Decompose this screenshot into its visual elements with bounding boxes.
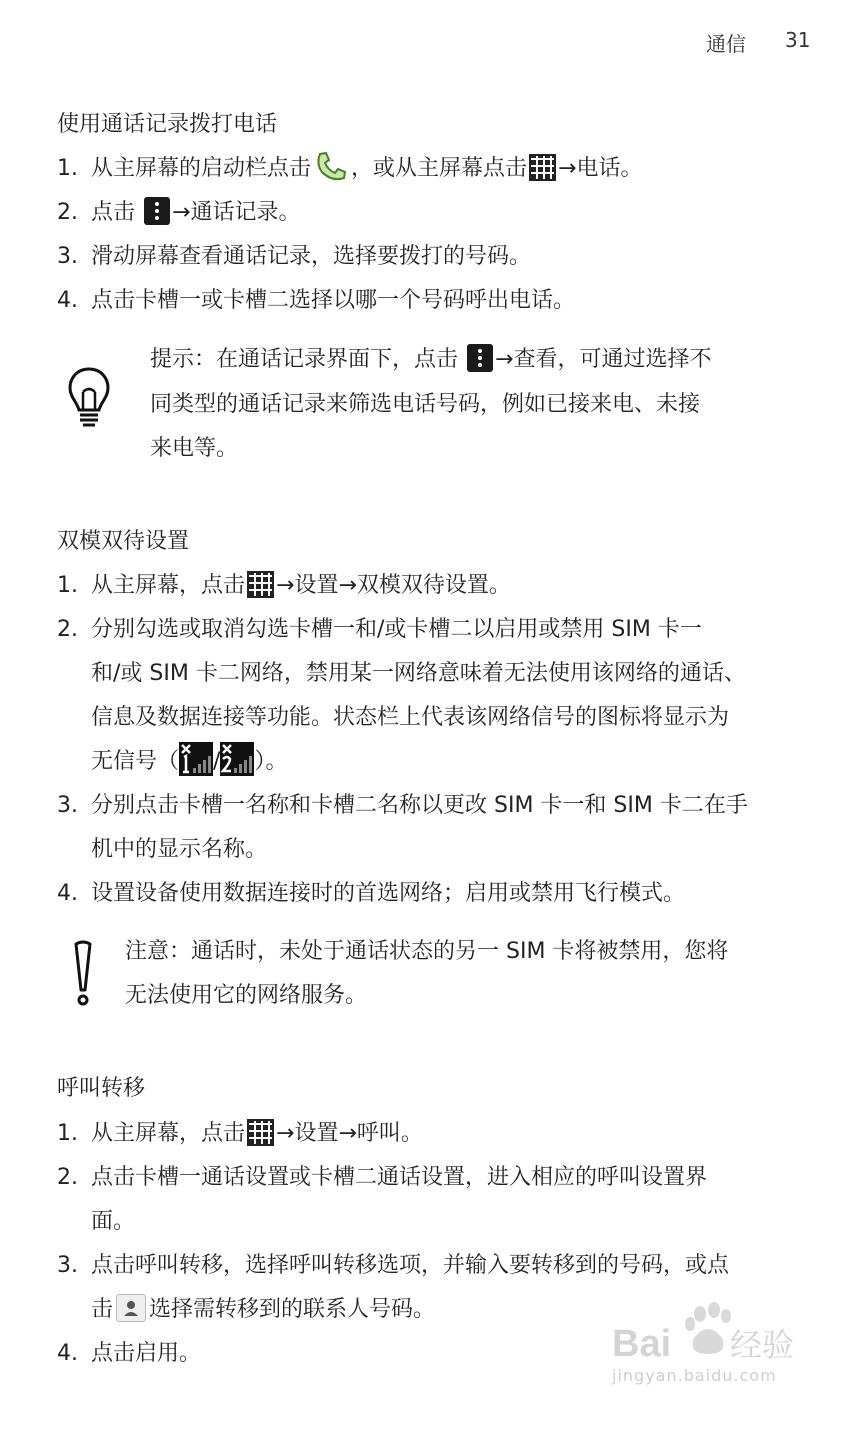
section-title-call-log: 使用通话记录拨打电话 xyxy=(57,112,278,137)
watermark-url: jingyan.baidu.com xyxy=(612,1366,777,1385)
list-text: →通话记录。 xyxy=(172,200,301,225)
list-text: →设置→双模双待设置。 xyxy=(276,573,511,598)
list-text: →设置→呼叫。 xyxy=(276,1121,423,1146)
list-text: 机中的显示名称。 xyxy=(91,837,268,862)
list-number: 4. xyxy=(57,881,78,906)
list-text: 分别点击卡槽一名称和卡槽二名称以更改 SIM 卡一和 SIM 卡二在手 xyxy=(91,793,748,818)
list-text: 和/或 SIM 卡二网络，禁用某一网络意味着无法使用该网络的通话、 xyxy=(91,661,746,686)
menu-icon xyxy=(467,344,493,372)
list-number: 1. xyxy=(57,1121,78,1146)
list-number: 2. xyxy=(57,617,78,642)
list-number: 1. xyxy=(57,573,78,598)
list-text: 面。 xyxy=(91,1209,136,1234)
list-number: 3. xyxy=(57,244,78,269)
svg-text:经验: 经验 xyxy=(730,1326,795,1364)
list-text: 滑动屏幕查看通话记录，选择要拨打的号码。 xyxy=(91,244,532,269)
section-title-dual-mode: 双模双待设置 xyxy=(57,529,190,554)
list-text: 无信号（ xyxy=(91,749,180,774)
list-number: 4. xyxy=(57,1341,78,1366)
tip-text: 提示：在通话记录界面下，点击 xyxy=(150,347,459,372)
list-text: 点击 xyxy=(91,200,136,225)
menu-icon xyxy=(144,197,170,225)
list-number: 2. xyxy=(57,1165,78,1190)
exclamation-icon xyxy=(70,940,96,1010)
list-text: 点击呼叫转移，选择呼叫转移选项，并输入要转移到的号码，或点 xyxy=(91,1253,730,1278)
tip-text: →查看，可通过选择不 xyxy=(495,347,712,372)
list-number: 2. xyxy=(57,200,78,225)
list-number: 4. xyxy=(57,288,78,313)
all-apps-grid-icon xyxy=(529,154,556,181)
all-apps-grid-icon xyxy=(247,1119,274,1146)
list-text: 击 xyxy=(91,1297,114,1322)
phone-icon xyxy=(314,150,348,184)
list-text: 点击卡槽一或卡槽二选择以哪一个号码呼出电话。 xyxy=(91,288,576,313)
all-apps-grid-icon xyxy=(247,571,274,598)
note-line-2: 无法使用它的网络服务。 xyxy=(125,983,368,1008)
list-text: 设置设备使用数据连接时的首选网络；启用或禁用飞行模式。 xyxy=(91,881,686,906)
tip-line-1 xyxy=(150,338,711,382)
list-text: →电话。 xyxy=(558,156,643,181)
list-text: 从主屏幕，点击 xyxy=(91,1121,246,1146)
list-text: ，或从主屏幕点击 xyxy=(351,156,528,181)
sim1-no-signal-icon xyxy=(179,742,213,776)
list-number: 3. xyxy=(57,793,78,818)
list-text: 点击启用。 xyxy=(91,1341,202,1366)
svg-text:Bai: Bai xyxy=(612,1323,672,1365)
list-number: 1. xyxy=(57,156,78,181)
list-number: 3. xyxy=(57,1253,78,1278)
sim2-no-signal-icon xyxy=(220,742,254,776)
section-title-call-forward: 呼叫转移 xyxy=(57,1076,146,1101)
list-text: ）。 xyxy=(254,749,288,774)
tip-line-3: 来电等。 xyxy=(150,436,239,461)
list-text: 从主屏幕，点击 xyxy=(91,573,246,598)
list-text: 分别勾选或取消勾选卡槽一和/或卡槽二以启用或禁用 SIM 卡一 xyxy=(91,617,702,642)
list-text: / xyxy=(213,749,221,774)
list-text: 信息及数据连接等功能。状态栏上代表该网络信号的图标将显示为 xyxy=(91,705,730,730)
lightbulb-icon xyxy=(66,366,112,432)
list-text: 从主屏幕的启动栏点击 xyxy=(91,156,312,181)
contact-icon xyxy=(116,1294,146,1322)
note-line-1: 注意：通话时，未处于通话状态的另一 SIM 卡将被禁用，您将 xyxy=(125,939,729,964)
header-section-title: 通信 xyxy=(706,32,746,56)
list-text: 选择需转移到的联系人号码。 xyxy=(149,1297,436,1322)
tip-line-2: 同类型的通话记录来筛选电话号码，例如已接来电、未接 xyxy=(150,392,701,417)
list-text: 点击卡槽一通话设置或卡槽二通话设置，进入相应的呼叫设置界 xyxy=(91,1165,708,1190)
page-number: 31 xyxy=(785,28,811,52)
